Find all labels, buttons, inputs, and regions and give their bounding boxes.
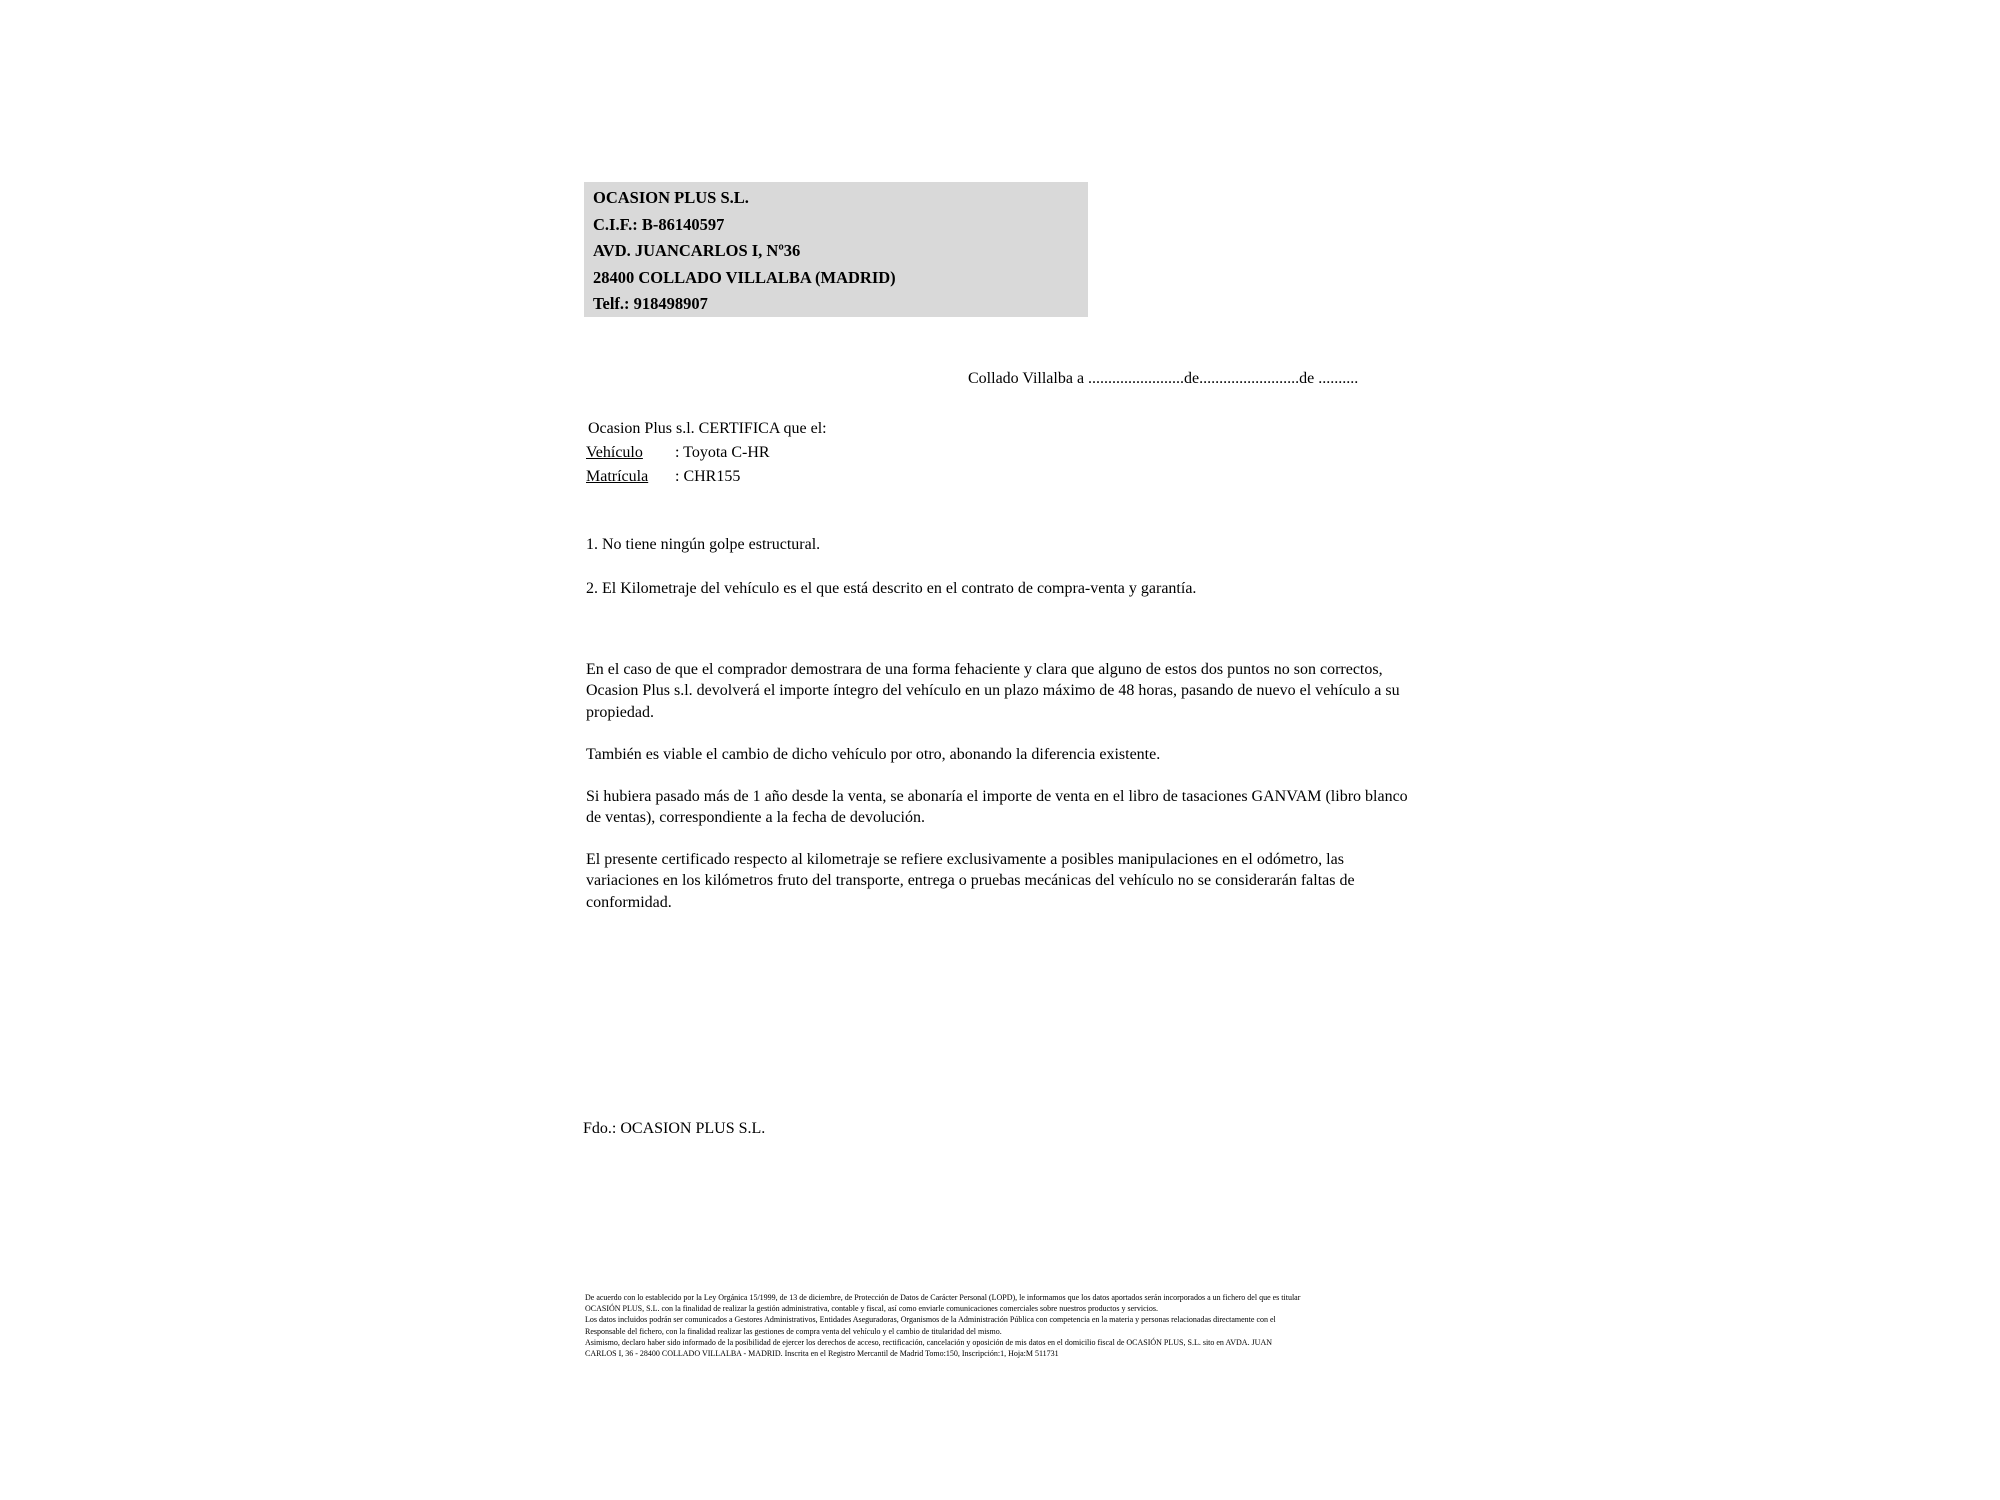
vehicle-label: Vehículo — [586, 444, 643, 461]
legal-line: Asimismo, declaro haber sido informado de la posibilidad de ejercer los derechos de acceso, rectificación, cancelación y oposición de mis datos en el domicilio fiscal de OCASIÓN PLUS, S.L. sito en AVDA. JUAN — [585, 1337, 1273, 1347]
legal-line: CARLOS I, 36 - 28400 COLLADO VILLALBA - MADRID. Inscrita en el Registro Mercantil de Madrid Tomo:150, Inscripción:1, Hoja:M 511731 — [585, 1349, 1059, 1359]
company-name: OCASION PLUS S.L. — [593, 188, 749, 207]
legal-fine-print — [585, 1292, 1300, 1359]
company-phone: Telf.: 918498907 — [593, 294, 708, 314]
refund-paragraph: En el caso de que el comprador demostrara de una forma fehaciente y clara que alguno de estos dos puntos no son correctos, Ocasion Plus s.l. devolverá el importe íntegro del vehículo en un plazo máximo de 48 horas, pasando de nuevo el vehículo a su propiedad. — [586, 661, 1400, 721]
company-header-box — [584, 182, 1088, 317]
odometer-paragraph: El presente certificado respecto al kilometraje se refiere exclusivamente a posibles manipulaciones en el odómetro, las variaciones en los kilómetros fruto del transporte, entrega o pruebas mecánicas del vehículo no se considerarán faltas de conformidad. — [586, 851, 1355, 911]
company-cif: C.I.F.: B-86140597 — [593, 214, 725, 234]
ganvam-paragraph: Si hubiera pasado más de 1 año desde la venta, se abonaría el importe de venta en el libro de tasaciones GANVAM (libro blanco de ventas), correspondiente a la fecha de devolución. — [586, 788, 1408, 827]
vehicle-field-row — [586, 441, 770, 465]
statement-structural: 1. No tiene ningún golpe estructural. — [586, 536, 821, 553]
certificate-fields — [586, 441, 770, 488]
legal-line: Los datos incluidos podrán ser comunicados a Gestores Administrativos, Entidades Aseguradoras, Organismos de la Administración Pública con competencia en la materia y personas relacionadas directamente con el — [585, 1315, 1276, 1325]
exchange-paragraph: También es viable el cambio de dicho vehículo por otro, abonando la diferencia existente. — [586, 746, 1161, 763]
vehicle-value: : Toyota C-HR — [675, 444, 770, 461]
legal-line: Responsable del fichero, con la finalidad realizar las gestiones de compra venta del vehículo y el cambio de titularidad del mismo. — [585, 1326, 1002, 1336]
company-address: AVD. JUANCARLOS I, Nº36 — [593, 241, 801, 261]
plate-field-row — [586, 465, 770, 489]
certificate-intro: Ocasion Plus s.l. CERTIFICA que el: — [588, 420, 827, 437]
company-city: 28400 COLLADO VILLALBA (MADRID) — [593, 267, 896, 287]
date-line: Collado Villalba a ........................de.........................de .......... — [968, 370, 1359, 387]
legal-line: De acuerdo con lo establecido por la Ley Orgánica 15/1999, de 13 de diciembre, de Protección de Datos de Carácter Personal (LOPD), le informamos que los datos aportados serán incorporados a un fichero del que es titular — [585, 1293, 1301, 1302]
signature-line: Fdo.: OCASION PLUS S.L. — [583, 1120, 766, 1137]
legal-line: OCASIÓN PLUS, S.L. con la finalidad de realizar la gestión administrativa, contable y fiscal, así como enviarle comunicaciones comerciales sobre nuestros productos y servicios. — [585, 1304, 1158, 1314]
statement-mileage: 2. El Kilometraje del vehículo es el que está descrito en el contrato de compra-venta y garantía. — [586, 580, 1197, 597]
plate-value: : CHR155 — [675, 467, 741, 485]
plate-label: Matrícula — [586, 467, 649, 485]
